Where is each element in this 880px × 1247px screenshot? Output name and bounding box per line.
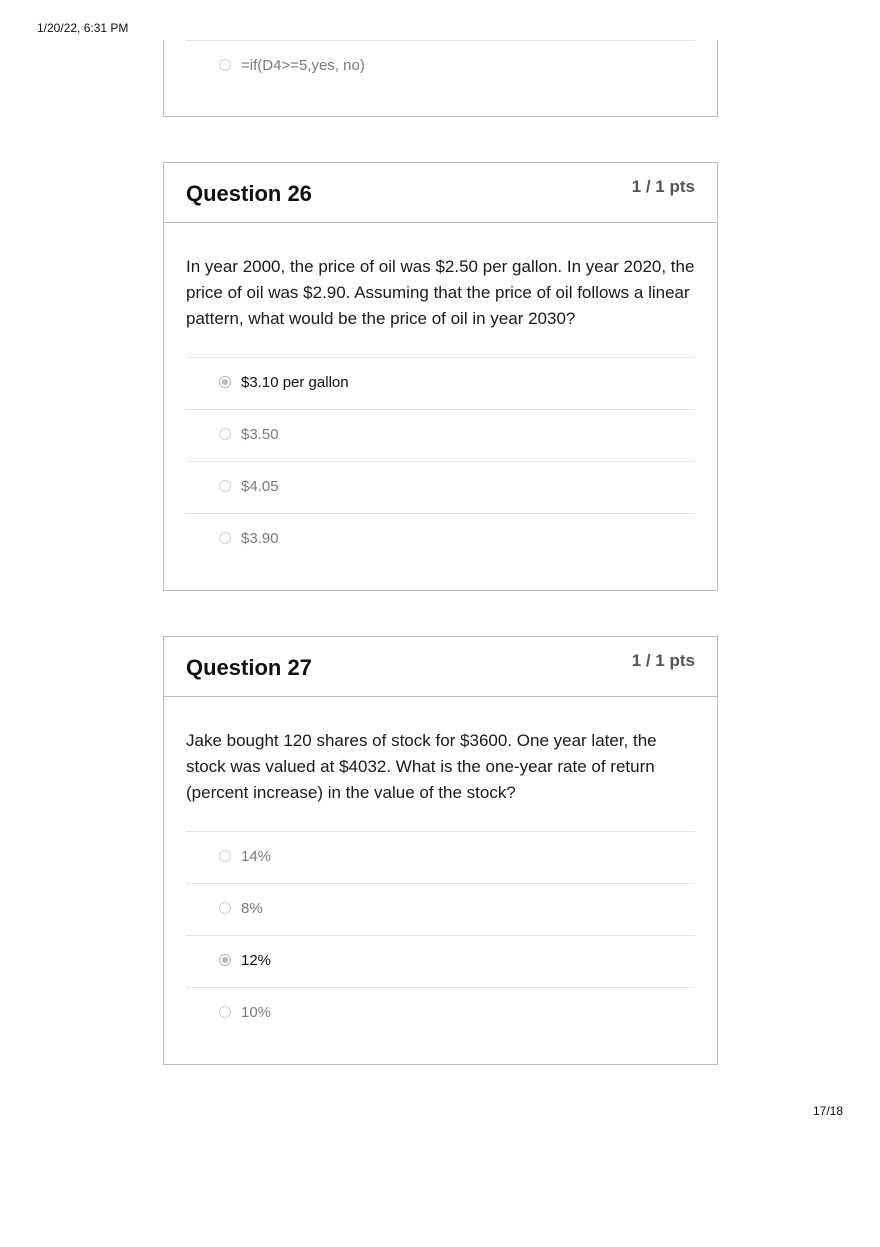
question-points: 1 / 1 pts — [631, 177, 695, 196]
answer-option[interactable] — [186, 883, 695, 935]
question-card-27 — [163, 636, 718, 1065]
previous-question-card — [163, 40, 718, 117]
answer-option[interactable] — [186, 461, 695, 513]
radio-button[interactable] — [219, 902, 231, 914]
answer-option[interactable] — [186, 357, 695, 409]
question-text: Jake bought 120 shares of stock for $3600. One year later, the stock was valued at $4032. What is the one-year rate of return (percent increase) in the value of the stock? — [186, 731, 657, 802]
question-title: Question 26 — [186, 181, 312, 206]
answer-label: $3.10 per gallon — [241, 374, 349, 391]
print-date: 1/20/22, 6:31 PM — [37, 21, 129, 35]
radio-button-selected[interactable] — [219, 954, 231, 966]
question-text: In year 2000, the price of oil was $2.50 per gallon. In year 2020, the price of oil was $2.90. Assuming that the price of oil follows a linear pattern, what would be the price of oil in year 2030? — [186, 257, 695, 328]
radio-button-selected[interactable] — [219, 376, 231, 388]
answer-label: $3.90 — [241, 530, 279, 547]
question-header — [164, 637, 717, 697]
radio-button[interactable] — [219, 428, 231, 440]
answer-label: 8% — [241, 900, 263, 917]
answer-option[interactable] — [186, 831, 695, 883]
answer-label: 12% — [241, 952, 272, 969]
answer-label: 10% — [241, 1004, 272, 1021]
page-number: 17/18 — [812, 1104, 843, 1118]
answer-label: $4.05 — [241, 478, 279, 495]
answer-label: $3.50 — [241, 426, 279, 443]
answer-option[interactable] — [186, 409, 695, 461]
answer-label: =if(D4>=5,yes, no) — [241, 57, 365, 74]
answer-option[interactable] — [186, 40, 695, 92]
radio-button[interactable] — [219, 850, 231, 862]
answer-label: 14% — [241, 848, 272, 865]
question-points: 1 / 1 pts — [631, 651, 695, 670]
answer-option[interactable] — [186, 935, 695, 987]
answer-option[interactable] — [186, 987, 695, 1039]
radio-button[interactable] — [219, 59, 231, 71]
question-title: Question 27 — [186, 655, 312, 680]
question-card-26 — [163, 162, 718, 591]
answer-option[interactable] — [186, 513, 695, 565]
answer-list — [186, 831, 695, 1039]
answer-list — [186, 40, 695, 92]
radio-button[interactable] — [219, 480, 231, 492]
question-header — [164, 163, 717, 223]
answer-list — [186, 357, 695, 565]
radio-button[interactable] — [219, 532, 231, 544]
radio-button[interactable] — [219, 1006, 231, 1018]
